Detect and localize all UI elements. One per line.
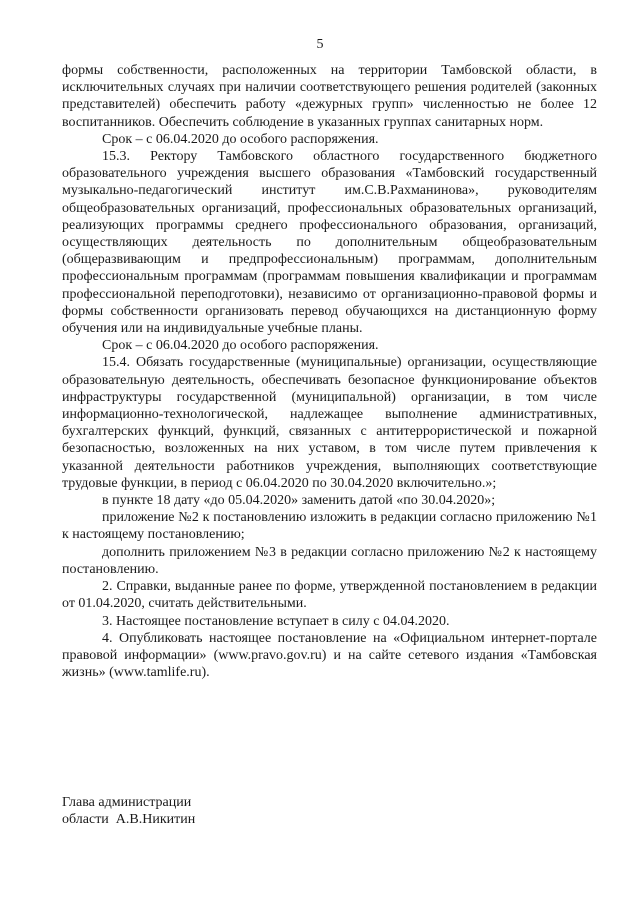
- signature-block: [62, 794, 195, 828]
- clause-4: 4. Опубликовать настоящее постановление на «Официальном интернет-портале правовой информации» (www.pravo.gov.ru) и на сайте сетевого издания «Тамбовская жизнь» (www.tamlife.ru).: [62, 630, 597, 681]
- clause-15-4: 15.4. Обязать государственные (муниципальные) организации, осуществляющие образовательную деятельность, обеспечивать безопасное функционирование объектов инфраструктуры государственной (муниципальной) организации, в том числе информационно-технологической, надлежащее выполнение административных, бухгалтерских функций, функций, связанных с антитеррористической и пожарной безопасностью, возложенных на них уставом, в том числе путем привлечения к указанной деятельности работников учреждения, выполняющих соответствующие трудовые функции, в период с 06.04.2020 по 30.04.2020 включительно.»;: [62, 355, 597, 491]
- signature-name: области А.В.Никитин: [62, 812, 196, 828]
- clause-2: 2. Справки, выданные ранее по форме, утвержденной постановлением в редакции от 01.04.2020, считать действительными.: [62, 579, 597, 612]
- amendment-item: приложение №2 к постановлению изложить в редакции согласно приложению №1 к настоящему постановлению;: [62, 510, 597, 543]
- clause-3: 3. Настоящее постановление вступает в силу с 04.04.2020.: [102, 613, 450, 629]
- clause-15-3: 15.3. Ректору Тамбовского областного государственного бюджетного образовательного учреждения высшего образования «Тамбовский государственный музыкально-педагогический институт им.С.В.Рахманинова», руководителям общеобразовательных организаций, профессиональных образовательных организаций, реализующих программы среднего профессионального образования, организаций, осуществляющих деятельность по дополнительным общеобразовательным (общеразвивающим и предпрофессиональным) программам, дополнительным профессиональным программам (программам повышения квалификации и программам профессиональной переподготовки), независимо от организационно-правовой формы и формы собственности организовать перевод обучающихся на дистанционную форму обучения или на индивидуальные учебные планы.: [62, 149, 597, 337]
- signature-title: Глава администрации: [62, 795, 192, 810]
- document-body: [62, 62, 597, 681]
- deadline-line: Срок – с 06.04.2020 до особого распоряжения.: [102, 338, 379, 354]
- paragraph-continuation: формы собственности, расположенных на территории Тамбовской области, в исключительных случаях при наличии соответствующего решения родителей (законных представителей) обеспечить работу «дежурных групп» численностью не более 12 воспитанников. Обеспечить соблюдение в указанных группах санитарных норм.: [62, 63, 597, 130]
- page-number: 5: [316, 37, 324, 52]
- amendment-item: в пункте 18 дату «до 05.04.2020» заменить датой «по 30.04.2020»;: [102, 493, 496, 509]
- amendment-item: дополнить приложением №3 в редакции согласно приложению №2 к настоящему постановлению.: [62, 544, 597, 577]
- deadline-line: Срок – с 06.04.2020 до особого распоряжения.: [102, 131, 379, 147]
